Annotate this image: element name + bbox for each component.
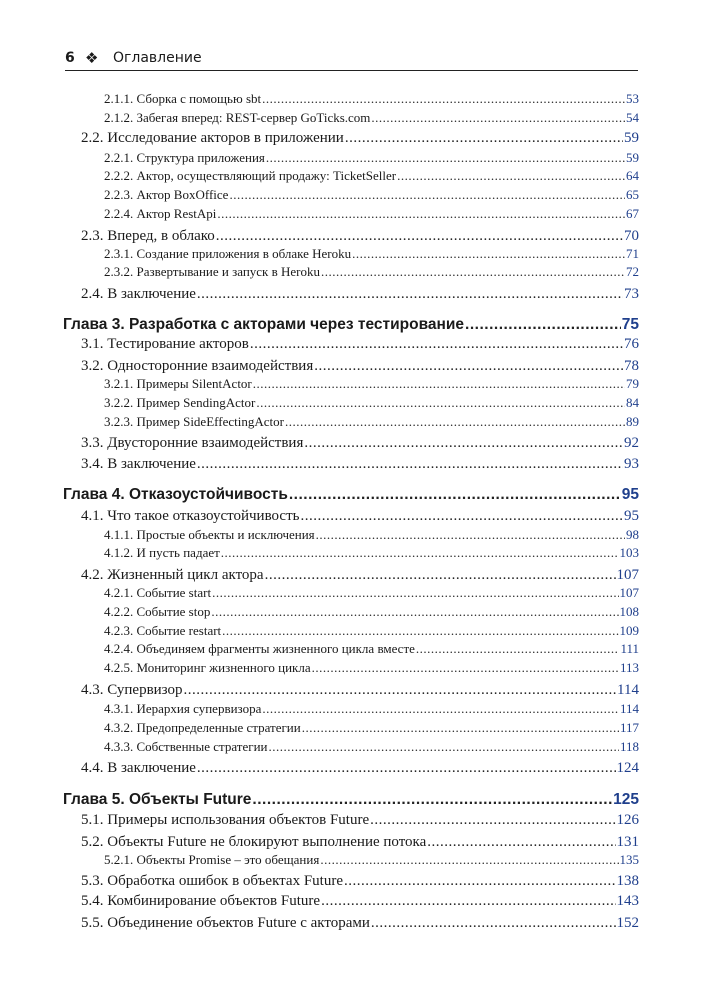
toc-subsection-entry[interactable] bbox=[104, 168, 639, 184]
toc-section-entry[interactable] bbox=[81, 286, 639, 303]
toc-page-link[interactable]: 72 bbox=[626, 264, 639, 279]
dot-leader bbox=[371, 110, 625, 126]
toc-section-entry[interactable] bbox=[81, 893, 639, 910]
toc-entry-title: 5.2.1. Объекты Promise – это обещания bbox=[104, 852, 320, 867]
toc-subsection-entry[interactable] bbox=[104, 187, 639, 203]
toc-page-link[interactable]: 131 bbox=[616, 834, 639, 850]
toc-section-entry[interactable] bbox=[81, 812, 639, 829]
dot-leader bbox=[197, 456, 623, 473]
toc-entry-title: 4.1.2. И пусть падает bbox=[104, 545, 220, 560]
toc-page-link[interactable]: 95 bbox=[624, 508, 639, 524]
dot-leader bbox=[262, 91, 625, 107]
dot-leader bbox=[289, 486, 621, 504]
toc-page-link[interactable]: 107 bbox=[619, 585, 639, 600]
dot-leader bbox=[211, 604, 618, 620]
toc-page-link[interactable]: 70 bbox=[624, 228, 639, 244]
toc-entry-title: 4.2. Жизненный цикл актора bbox=[81, 567, 264, 583]
toc-entry-title: 4.2.1. Событие start bbox=[104, 585, 212, 600]
toc-page-link[interactable]: 71 bbox=[626, 246, 639, 261]
dot-leader bbox=[222, 623, 618, 639]
toc-subsection-entry[interactable] bbox=[104, 150, 639, 166]
toc-page-link[interactable]: 98 bbox=[626, 527, 639, 542]
dot-leader bbox=[266, 150, 625, 166]
toc-section-entry[interactable] bbox=[81, 358, 639, 375]
toc-entry-title: 4.3.3. Собственные стратегии bbox=[104, 739, 268, 754]
toc-entry-title: 3.1. Тестирование акторов bbox=[81, 336, 249, 352]
toc-entry-title: 3.3. Двусторонние взаимодействия bbox=[81, 435, 304, 451]
toc-entry-title: 2.1.2. Забегая вперед: REST-сервер GoTicks.com bbox=[104, 110, 371, 125]
toc-page-link[interactable]: 95 bbox=[621, 486, 639, 503]
toc-section-entry[interactable] bbox=[81, 228, 639, 245]
toc-subsection-entry[interactable] bbox=[104, 376, 639, 392]
toc-page-link[interactable]: 67 bbox=[626, 206, 639, 221]
dot-leader bbox=[268, 739, 618, 755]
toc-page-link[interactable]: 117 bbox=[619, 720, 639, 735]
toc-page-link[interactable]: 75 bbox=[621, 316, 639, 333]
toc-subsection-entry[interactable] bbox=[104, 414, 639, 430]
toc-page-link[interactable]: 103 bbox=[619, 545, 639, 560]
toc-entry-title: 3.2.2. Пример SendingActor bbox=[104, 395, 256, 410]
toc-subsection-entry[interactable] bbox=[104, 585, 639, 601]
dot-leader bbox=[321, 264, 625, 280]
toc-section-entry[interactable] bbox=[81, 682, 639, 699]
toc-page-link[interactable]: 108 bbox=[619, 604, 639, 619]
toc-subsection-entry[interactable] bbox=[104, 720, 639, 736]
dot-leader bbox=[316, 527, 625, 543]
toc-entry-title: 4.3.1. Иерархия супервизора bbox=[104, 701, 262, 716]
toc-page-link[interactable]: 73 bbox=[624, 286, 639, 302]
dot-leader bbox=[229, 187, 625, 203]
header-rule bbox=[65, 70, 638, 71]
toc-page-link[interactable]: 114 bbox=[619, 701, 639, 716]
toc-page-link[interactable]: 79 bbox=[626, 376, 639, 391]
toc-page-link[interactable]: 59 bbox=[624, 130, 639, 146]
toc-entry-title: 3.2.1. Примеры SilentActor bbox=[104, 376, 252, 391]
toc-page-link[interactable]: 64 bbox=[626, 168, 639, 183]
toc-page-link[interactable]: 76 bbox=[624, 336, 639, 352]
dot-leader bbox=[197, 760, 616, 777]
toc-page-link[interactable]: 107 bbox=[616, 567, 639, 583]
dot-leader bbox=[197, 286, 623, 303]
toc-section-entry[interactable] bbox=[81, 435, 639, 452]
toc-entry-title: 2.3.2. Развертывание и запуск в Heroku bbox=[104, 264, 320, 279]
toc-page-link[interactable]: 111 bbox=[620, 641, 639, 656]
toc-entry-title: 2.2.4. Актор RestApi bbox=[104, 206, 217, 221]
toc-entry-title: Глава 5. Объекты Future bbox=[63, 791, 252, 808]
dot-leader bbox=[314, 358, 623, 375]
toc-entry-title: 5.2. Объекты Future не блокируют выполнение потока bbox=[81, 834, 427, 850]
dot-leader bbox=[320, 852, 618, 868]
toc-subsection-entry[interactable] bbox=[104, 641, 639, 657]
toc-section-entry[interactable] bbox=[81, 834, 639, 851]
toc-page-link[interactable]: 109 bbox=[619, 623, 639, 638]
toc-subsection-entry[interactable] bbox=[104, 545, 639, 561]
toc-page-link[interactable]: 135 bbox=[619, 852, 639, 867]
toc-section-entry[interactable] bbox=[81, 760, 639, 777]
toc-page-link[interactable]: 124 bbox=[616, 760, 639, 776]
toc-subsection-entry[interactable] bbox=[104, 395, 639, 411]
toc-section-entry[interactable] bbox=[81, 336, 639, 353]
dot-leader bbox=[253, 376, 625, 392]
toc-entry-title: Глава 3. Разработка с акторами через тестирование bbox=[63, 316, 465, 333]
toc-page-link[interactable]: 89 bbox=[626, 414, 639, 429]
toc-entry-title: 5.4. Комбинирование объектов Future bbox=[81, 893, 321, 909]
toc-subsection-entry[interactable] bbox=[104, 701, 639, 717]
toc-page-link[interactable]: 92 bbox=[624, 435, 639, 451]
toc-page-link[interactable]: 84 bbox=[626, 395, 639, 410]
dot-leader bbox=[285, 414, 625, 430]
toc-page-link[interactable]: 53 bbox=[626, 91, 639, 106]
toc-page-link[interactable]: 152 bbox=[616, 915, 639, 931]
toc-subsection-entry[interactable] bbox=[104, 110, 639, 126]
dot-leader bbox=[302, 720, 619, 736]
toc-chapter-entry[interactable] bbox=[63, 486, 639, 504]
toc-entry-title: 4.2.2. Событие stop bbox=[104, 604, 211, 619]
toc-entry-title: 2.2.2. Актор, осуществляющий продажу: TicketSeller bbox=[104, 168, 397, 183]
running-header bbox=[65, 50, 638, 70]
toc-entry-title: 3.4. В заключение bbox=[81, 456, 196, 472]
toc-page-link[interactable]: 113 bbox=[619, 660, 639, 675]
toc-subsection-entry[interactable] bbox=[104, 604, 639, 620]
dot-leader bbox=[262, 701, 619, 717]
dot-leader bbox=[345, 130, 623, 147]
toc-section-entry[interactable] bbox=[81, 130, 639, 147]
toc-section-entry[interactable] bbox=[81, 567, 639, 584]
dot-leader bbox=[370, 812, 615, 829]
toc-subsection-entry[interactable] bbox=[104, 91, 639, 107]
toc-page-link[interactable]: 126 bbox=[616, 812, 639, 828]
toc-entry-title: 2.2.1. Структура приложения bbox=[104, 150, 265, 165]
toc-subsection-entry[interactable] bbox=[104, 852, 639, 868]
toc-entry-title: 3.2. Односторонние взаимодействия bbox=[81, 358, 314, 374]
toc-entry-title: 4.4. В заключение bbox=[81, 760, 196, 776]
dot-leader bbox=[416, 641, 620, 657]
toc-entry-title: 4.1. Что такое отказоустойчивость bbox=[81, 508, 300, 524]
toc-subsection-entry[interactable] bbox=[104, 206, 639, 222]
toc-entry-title: 4.1.1. Простые объекты и исключения bbox=[104, 527, 315, 542]
toc-entry-title: 4.3. Супервизор bbox=[81, 682, 183, 698]
toc-entry-title: 2.2.3. Актор BoxOffice bbox=[104, 187, 229, 202]
toc-entry-title: 5.5. Объединение объектов Future с акторами bbox=[81, 915, 370, 931]
toc-page-link[interactable]: 54 bbox=[626, 110, 639, 125]
toc-section-entry[interactable] bbox=[81, 873, 639, 890]
dot-leader bbox=[304, 435, 623, 452]
toc-entry-title: 2.2. Исследование акторов в приложении bbox=[81, 130, 344, 146]
toc-subsection-entry[interactable] bbox=[104, 246, 639, 262]
toc-entry-title: Глава 4. Отказоустойчивость bbox=[63, 486, 288, 503]
toc-entry-title: 3.2.3. Пример SideEffectingActor bbox=[104, 414, 284, 429]
toc-page-link[interactable]: 114 bbox=[617, 682, 639, 698]
dot-leader bbox=[321, 893, 615, 910]
dot-leader bbox=[252, 791, 612, 809]
toc-page-link[interactable]: 125 bbox=[613, 791, 639, 808]
dot-leader bbox=[397, 168, 625, 184]
toc-page-link[interactable]: 93 bbox=[624, 456, 639, 472]
toc-page-link[interactable]: 118 bbox=[619, 739, 639, 754]
toc-subsection-entry[interactable] bbox=[104, 660, 639, 676]
dot-leader bbox=[217, 206, 625, 222]
toc-entry-title: 4.2.3. Событие restart bbox=[104, 623, 222, 638]
toc-page-link[interactable]: 138 bbox=[616, 873, 639, 889]
diamond-ornament-icon: ❖ bbox=[85, 49, 99, 67]
dot-leader bbox=[312, 660, 619, 676]
running-header-title: Оглавление bbox=[113, 50, 202, 66]
toc-section-entry[interactable] bbox=[81, 456, 639, 473]
toc-page-link[interactable]: 65 bbox=[626, 187, 639, 202]
dot-leader bbox=[371, 915, 616, 932]
toc-entry-title: 2.1.1. Сборка с помощью sbt bbox=[104, 91, 262, 106]
toc-entry-title: 2.3. Вперед, в облако bbox=[81, 228, 215, 244]
toc-chapter-entry[interactable] bbox=[63, 791, 639, 809]
toc-entry-title: 5.3. Обработка ошибок в объектах Future bbox=[81, 873, 343, 889]
dot-leader bbox=[256, 395, 625, 411]
dot-leader bbox=[221, 545, 619, 561]
toc-subsection-entry[interactable] bbox=[104, 739, 639, 755]
toc-entry-title: 5.1. Примеры использования объектов Future bbox=[81, 812, 370, 828]
dot-leader bbox=[212, 585, 618, 601]
dot-leader bbox=[352, 246, 625, 262]
page-number: 6 bbox=[65, 50, 75, 66]
toc-entry-title: 4.2.4. Объединяем фрагменты жизненного цикла вместе bbox=[104, 641, 415, 656]
toc-subsection-entry[interactable] bbox=[104, 527, 639, 543]
dot-leader bbox=[184, 682, 617, 699]
dot-leader bbox=[465, 316, 621, 334]
toc-entry-title: 2.3.1. Создание приложения в облаке Heroku bbox=[104, 246, 352, 261]
dot-leader bbox=[344, 873, 616, 890]
toc-page-link[interactable]: 143 bbox=[616, 893, 639, 909]
toc-entry-title: 2.4. В заключение bbox=[81, 286, 196, 302]
toc-chapter-entry[interactable] bbox=[63, 316, 639, 334]
dot-leader bbox=[216, 228, 623, 245]
toc-entry-title: 4.2.5. Мониторинг жизненного цикла bbox=[104, 660, 311, 675]
toc-entry-title: 4.3.2. Предопределенные стратегии bbox=[104, 720, 301, 735]
toc-page-link[interactable]: 78 bbox=[624, 358, 639, 374]
toc-section-entry[interactable] bbox=[81, 508, 639, 525]
dot-leader bbox=[250, 336, 623, 353]
dot-leader bbox=[300, 508, 623, 525]
dot-leader bbox=[265, 567, 616, 584]
toc-section-entry[interactable] bbox=[81, 915, 639, 932]
toc-subsection-entry[interactable] bbox=[104, 264, 639, 280]
dot-leader bbox=[427, 834, 615, 851]
toc-subsection-entry[interactable] bbox=[104, 623, 639, 639]
toc-page-link[interactable]: 59 bbox=[626, 150, 639, 165]
